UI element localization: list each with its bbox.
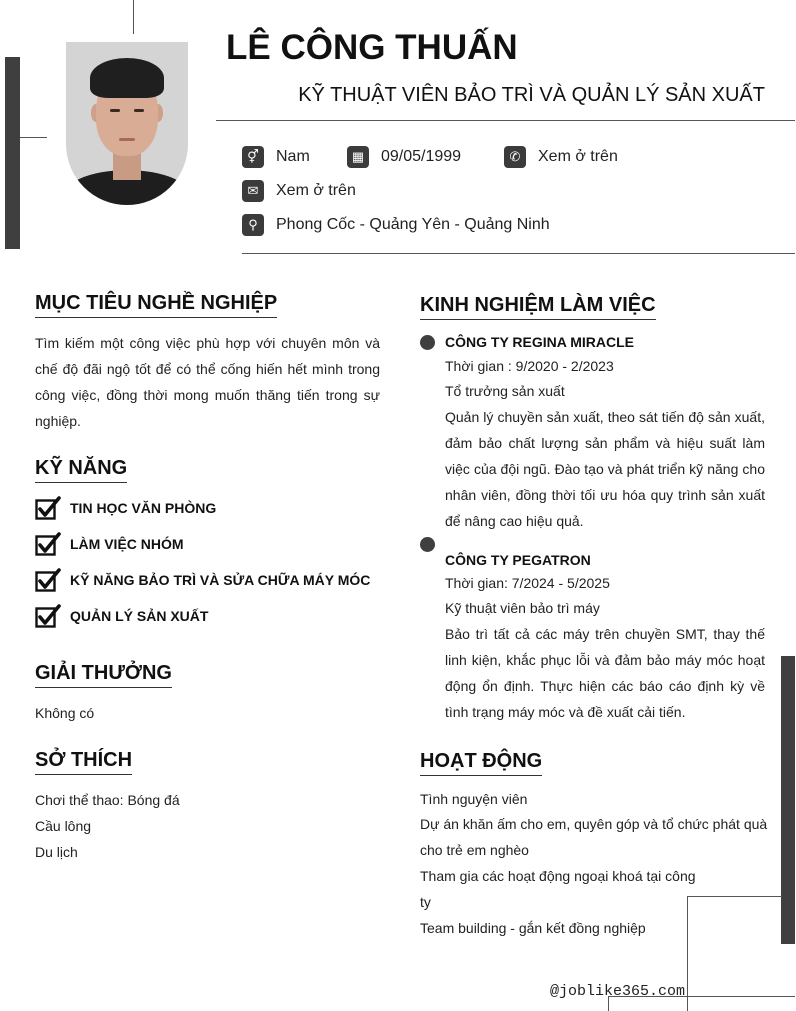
phone-icon: ✆ [504, 146, 526, 168]
skill-label: TIN HỌC VĂN PHÒNG [70, 500, 217, 516]
candidate-name: LÊ CÔNG THUẤN [226, 28, 518, 67]
birthday-info [347, 146, 461, 168]
address-value: Phong Cốc - Quảng Yên - Quảng Ninh [276, 216, 550, 233]
birthday-value: 09/05/1999 [381, 148, 462, 165]
profile-photo [66, 42, 188, 205]
email-value: Xem ở trên [276, 182, 356, 199]
job-description: Bảo trì tất cả các máy trên chuyền SMT, thay thế linh kiện, khắc phục lỗi và đảm bảo máy móc hoạt động ổn định. Thực hiện các báo cáo định kỳ về tình trạng máy móc và đề xuất cải tiến. [445, 626, 765, 720]
site-watermark: @joblike365.com [550, 983, 686, 1000]
email-icon: ✉ [242, 180, 264, 202]
left-accent-bar [5, 57, 20, 249]
company-name: CÔNG TY PEGATRON [445, 552, 591, 568]
phone-info [504, 146, 618, 168]
timeline-bullet [420, 335, 435, 350]
calendar-icon: ▦ [347, 146, 369, 168]
job-time: Thời gian: 7/2024 - 5/2025 [445, 575, 610, 591]
skill-item [35, 496, 216, 520]
header-divider [216, 120, 795, 121]
objective-text: Tìm kiếm một công việc phù hợp với chuyên môn và chế độ đãi ngộ tốt để có thể cống hiến hết mình trong công việc, đồng thời mong muốn thăng tiến trong sự nghiệp. [35, 335, 380, 429]
skill-label: QUẢN LÝ SẢN XUẤT [70, 608, 209, 624]
objective-heading: MỤC TIÊU NGHỀ NGHIỆP [35, 292, 277, 318]
skill-item [35, 532, 184, 556]
corner-frame-left [687, 896, 688, 1011]
skills-heading: KỸ NĂNG [35, 457, 127, 483]
top-decor-line [133, 0, 134, 34]
job-title: KỸ THUẬT VIÊN BẢO TRÌ VÀ QUẢN LÝ SẢN XUẤT [298, 84, 765, 106]
experience-heading: KINH NGHIỆM LÀM VIỆC [420, 294, 656, 320]
checkbox-checked-icon [35, 568, 61, 592]
checkbox-checked-icon [35, 496, 61, 520]
checkbox-checked-icon [35, 604, 61, 628]
hobby-item: Cầu lông [35, 818, 92, 834]
gender-icon: ⚥ [242, 146, 264, 168]
activity-item: ty [420, 894, 431, 910]
hobby-item: Du lịch [35, 844, 78, 860]
job-position: Tổ trưởng sản xuất [445, 383, 565, 399]
corner-frame-top [687, 896, 782, 897]
activities-heading: HOẠT ĐỘNG [420, 750, 542, 776]
skill-item [35, 568, 370, 592]
checkbox-checked-icon [35, 532, 61, 556]
right-accent-bar [781, 656, 795, 944]
address-info [242, 214, 550, 236]
activity-item: Tham gia các hoạt động ngoại khoá tại công [420, 868, 696, 884]
skill-label: KỸ NĂNG BẢO TRÌ VÀ SỬA CHỮA MÁY MÓC [70, 572, 371, 588]
email-info [242, 180, 356, 202]
skill-label: LÀM VIỆC NHÓM [70, 536, 184, 552]
job-position: Kỹ thuật viên bảo trì máy [445, 600, 600, 616]
left-decor-line [20, 137, 47, 138]
activity-item: Dự án khăn ấm cho em, quyên góp và tổ chức phát quà [420, 816, 768, 832]
awards-text: Không có [35, 705, 95, 721]
gender-value: Nam [276, 148, 310, 165]
activity-item: cho trẻ em nghèo [420, 842, 529, 858]
hobby-item: Chơi thể thao: Bóng đá [35, 792, 180, 808]
gender-info [242, 146, 310, 168]
contact-divider [242, 253, 795, 254]
location-icon: ⚲ [242, 214, 264, 236]
timeline-bullet [420, 537, 435, 552]
activity-item: Team building - gắn kết đồng nghiệp [420, 920, 646, 936]
job-time: Thời gian : 9/2020 - 2/2023 [445, 358, 614, 374]
company-name: CÔNG TY REGINA MIRACLE [445, 334, 635, 350]
awards-heading: GIẢI THƯỞNG [35, 662, 172, 688]
skill-item [35, 604, 208, 628]
activity-item: Tình nguyện viên [420, 791, 528, 807]
hobbies-heading: SỞ THÍCH [35, 749, 132, 775]
job-description: Quản lý chuyền sản xuất, theo sát tiến độ sản xuất, đảm bảo chất lượng sản phẩm và hiệu suất làm việc của đội ngũ. Đào tạo và phát triển kỹ năng cho nhân viên, đồng thời tối ưu hóa quy trình sản xuất để nâng cao hiệu quả. [445, 409, 765, 529]
phone-value: Xem ở trên [538, 148, 618, 165]
